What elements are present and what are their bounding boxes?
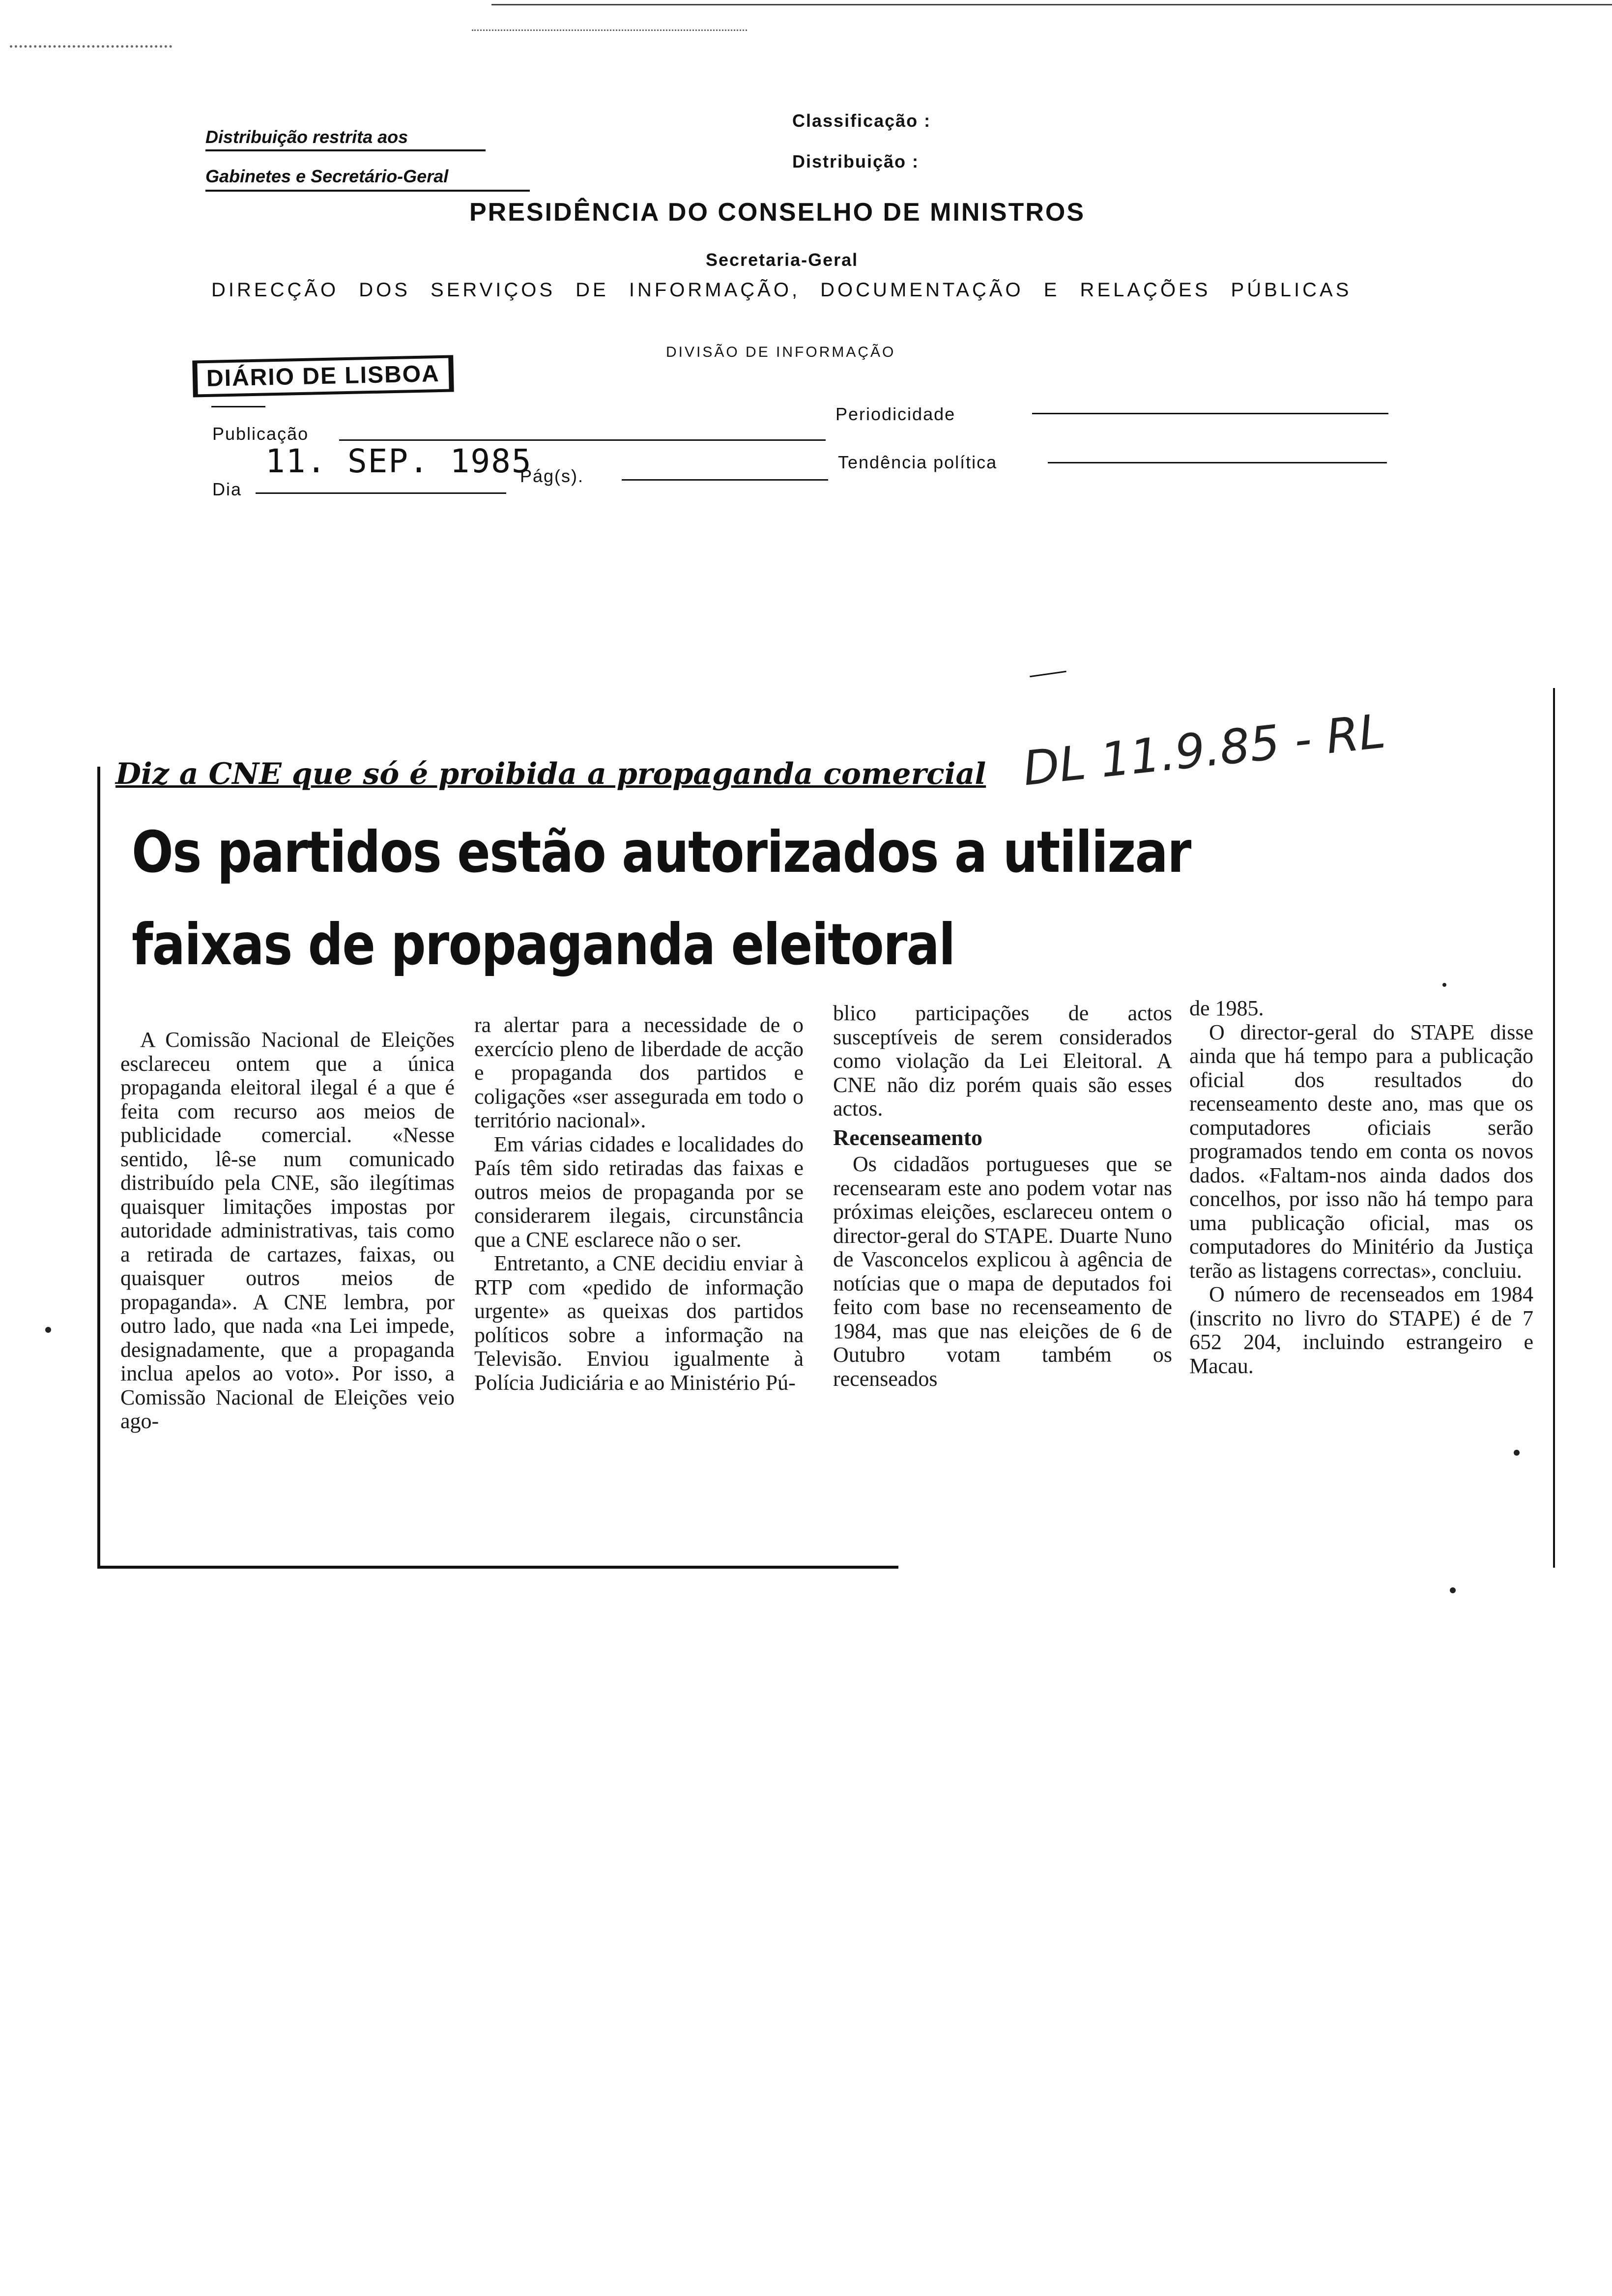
- article-paragraph: A Comissão Nacional de Eleições esclareceu ontem que a única propaganda eleitoral ilegal é a que é feita com recurso aos meios de publicidade comercial. «Nesse sentido, lê-se num comunicado distribuído pela CNE, são ilegítimas quaisquer limitações impostas por autoridade administrativas, tais como a retirada de cartazes, faixas, ou quaisquer outros meios de propaganda». A CNE lembra, por outro lado, que nada «na Lei impede, designadamente, que a propaganda inclua apelos ao voto». Por isso, a Comissão Nacional de Eleições veio ago-: [120, 1028, 455, 1433]
- pags-field-line: [622, 479, 828, 481]
- scan-speck: [45, 1327, 51, 1333]
- article-paragraph: Os cidadãos portugueses que se recensearam este ano podem votar nas próximas eleições, esclareceu ontem o director-geral do STAPE. Duarte Nuno de Vasconcelos explicou à agência de notícias que o mapa de deputados foi feito com base no recenseamento de 1984, mas que nas eleições de 6 de Outubro votam também os recenseados: [833, 1152, 1172, 1391]
- direccao-line: DIRECÇÃO DOS SERVIÇOS DE INFORMAÇÃO, DOCUMENTAÇÃO E RELAÇÕES PÚBLICAS: [211, 279, 1352, 301]
- publicacao-label: Publicação: [212, 424, 309, 444]
- divisao-informacao: DIVISÃO DE INFORMAÇÃO: [666, 344, 896, 360]
- tendencia-label: Tendência política: [838, 452, 998, 472]
- restricted-distribution-line1: Distribuição restrita aos: [205, 127, 408, 147]
- scan-artifact-line: [491, 4, 1612, 5]
- article-paragraph: blico participações de actos susceptíveis de serem considerados como violação da Lei Eleitoral. A CNE não diz porém quais são esses actos.: [833, 1001, 1172, 1120]
- scan-speck: [1514, 1450, 1520, 1456]
- pen-mark: [1030, 671, 1066, 677]
- underline: [205, 190, 530, 192]
- scan-artifact-dots: [472, 29, 747, 31]
- date-stamp: 11. SEP. 1985: [265, 442, 532, 480]
- article-paragraph: O número de recenseados em 1984 (inscrito no livro do STAPE) é de 7 652 204, incluindo estrangeiro e Macau.: [1189, 1282, 1533, 1378]
- article-paragraph: ra alertar para a necessidade de o exercício pleno de liberdade de acção e propaganda dos partidos e coligações «ser assegurada em todo o território nacional».: [474, 1013, 804, 1132]
- scan-artifact-dots: [10, 45, 172, 48]
- restricted-distribution-line2: Gabinetes e Secretário-Geral: [205, 166, 449, 186]
- scan-speck: [1450, 1587, 1456, 1593]
- underline: [205, 149, 486, 151]
- article-kicker: Diz a CNE que só é proibida a propaganda comercial: [115, 757, 986, 791]
- publicacao-field-line: [339, 439, 826, 441]
- clipping-bottom-border: [97, 1566, 898, 1569]
- headline-line2: faixas de propaganda eleitoral: [132, 912, 955, 978]
- presidencia-title: PRESIDÊNCIA DO CONSELHO DE MINISTROS: [469, 198, 1086, 227]
- article-column-4: [1189, 997, 1533, 1378]
- periodicidade-field-line: [1032, 413, 1388, 414]
- pags-label: Pág(s).: [520, 466, 584, 486]
- article-paragraph: O director-geral do STAPE disse ainda que há tempo para a publicação oficial dos resultados do recenseamento deste ano, mas que os computadores oficiais serão programados tendo em conta os novos dados. «Faltam-nos ainda dados dos concelhos, por isso não há tempo para uma publicação oficial, mas os computadores do Minitério da Justiça terão as listagens correctas», concluiu.: [1189, 1020, 1533, 1283]
- scan-speck: [1442, 983, 1446, 987]
- article-column-2: [474, 1013, 804, 1395]
- tendencia-field-line: [1048, 462, 1387, 463]
- publication-stamp: DIÁRIO DE LISBOA: [192, 355, 454, 397]
- stamp-underline: [211, 406, 265, 407]
- handwritten-note: DL 11.9.85 - RL: [1020, 703, 1388, 797]
- clipping-left-border: [97, 767, 100, 1568]
- clipping-right-border: [1553, 688, 1555, 1568]
- article-paragraph: Em várias cidades e localidades do País têm sido retiradas das faixas e outros meios de propaganda por se considerarem ilegais, circunstância que a CNE esclarece não o ser.: [474, 1132, 804, 1252]
- article-column-1: [120, 1028, 455, 1434]
- secretaria-geral: Secretaria-Geral: [706, 250, 859, 270]
- section-subheading: Recenseamento: [833, 1124, 983, 1150]
- article-column-3: [833, 1002, 1172, 1391]
- classificacao-label: Classificação :: [792, 111, 931, 131]
- distribuicao-label: Distribuição :: [792, 151, 920, 172]
- dia-field-line: [256, 492, 506, 494]
- article-paragraph: de 1985.: [1189, 996, 1264, 1020]
- periodicidade-label: Periodicidade: [835, 404, 956, 424]
- dia-label: Dia: [212, 479, 242, 499]
- headline-line1: Os partidos estão autorizados a utilizar: [132, 819, 1191, 886]
- article-paragraph: Entretanto, a CNE decidiu enviar à RTP com «pedido de informação urgente» as queixas dos partidos políticos sobre a informação na Televisão. Enviou igualmente à Polícia Judiciária e ao Ministério Pú-: [474, 1251, 804, 1395]
